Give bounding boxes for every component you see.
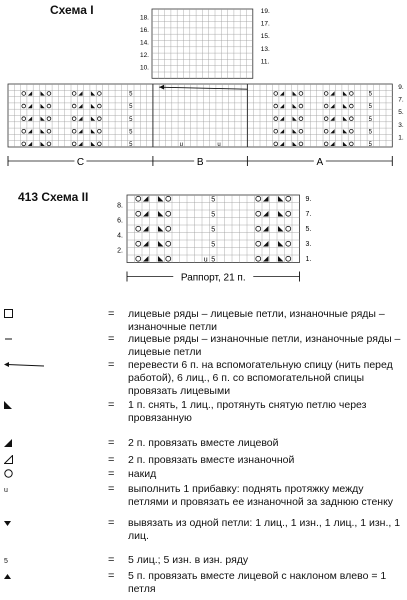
scheme2-chart: [0, 190, 407, 320]
legend-description: накид: [128, 468, 157, 480]
row-number: 12.: [139, 52, 149, 60]
five-mark: 5: [211, 226, 216, 234]
arrow-symbol: [4, 360, 18, 373]
top-grid: [152, 9, 253, 78]
bobble-symbol: [4, 518, 18, 531]
five-mark: 5: [368, 129, 372, 136]
legend-description: лицевые ряды – лицевые петли, изнаночные ряды – изнаночные петли: [128, 308, 385, 334]
five-mark: 5: [211, 256, 216, 264]
row-number: 7.: [398, 96, 404, 104]
five-mark: 5: [368, 116, 372, 123]
knit-square-symbol: [4, 309, 18, 322]
five-mark: 5: [211, 241, 216, 249]
row-number: 19.: [260, 8, 270, 15]
five-mark: 5: [368, 142, 372, 148]
row-number: 11.: [260, 58, 270, 66]
row-number: 8.: [117, 202, 123, 210]
five-symbol: 5: [4, 558, 8, 565]
legend-equals: =: [108, 570, 115, 582]
legend-description: перевести 6 п. на вспомогательную спицу (нить перед работой), 6 лиц., 6 п. со вспомогательной спицы провязать лицевыми: [128, 359, 393, 398]
legend-description: лицевые ряды – изнаночные петли, изнаночные ряды – лицевые петли: [128, 333, 401, 359]
dash-symbol: [4, 334, 18, 347]
dec5-symbol: [4, 571, 18, 584]
legend-description: 5 лиц.; 5 изн. в изн. ряду: [128, 554, 249, 566]
legend-equals: =: [108, 308, 115, 320]
scheme1-chart: [0, 0, 407, 190]
main-grid: [8, 84, 392, 148]
repeat-label: Раппорт, 21 п.: [180, 272, 246, 284]
legend-description: вывязать из одной петли: 1 лиц., 1 изн., 1 лиц., 1 изн., 1 лиц.: [128, 517, 401, 543]
row-number: 1.: [305, 256, 312, 263]
five-mark: 5: [129, 116, 133, 123]
p2tog-symbol: [4, 455, 18, 468]
five-mark: 5: [129, 129, 133, 136]
row-number: 13.: [260, 45, 270, 53]
k2tog-symbol: [4, 438, 18, 451]
row-number: 9.: [305, 196, 312, 203]
five-mark: 5: [211, 211, 216, 219]
increase-mark: u: [217, 142, 221, 148]
legend-equals: =: [108, 554, 115, 566]
row-number: 3.: [398, 121, 404, 129]
section-label: B: [196, 157, 204, 168]
legend-description: 2 п. провязать вместе лицевой: [128, 437, 279, 449]
scheme2-grid: [127, 195, 300, 264]
row-number: 17.: [260, 20, 270, 28]
increase-mark: u: [179, 142, 183, 148]
legend-equals: =: [108, 517, 115, 529]
scheme2-title: 413 Схема II: [18, 190, 89, 204]
row-number: 5.: [398, 109, 404, 117]
legend-equals: =: [108, 333, 115, 345]
row-number: 7.: [305, 211, 312, 218]
row-number: 18.: [139, 14, 149, 22]
legend-description: 2 п. провязать вместе изнаночной: [128, 454, 295, 466]
five-mark: 5: [129, 91, 133, 98]
five-mark: 5: [368, 91, 372, 98]
row-number: 5.: [305, 226, 312, 233]
scheme1-title: Схема I: [50, 3, 94, 17]
five-mark: 5: [211, 196, 216, 204]
legend-equals: =: [108, 437, 115, 449]
increase-symbol: u: [4, 487, 8, 494]
row-number: 3.: [305, 241, 312, 248]
legend-equals: =: [108, 454, 115, 466]
five-mark: 5: [129, 104, 133, 111]
legend-description: выполнить 1 прибавку: поднять протяжку между петлями и провязать ее изнаночной за заднюю стенку: [128, 483, 394, 509]
legend-equals: =: [108, 399, 115, 411]
legend-equals: =: [108, 468, 115, 480]
legend-description: 1 п. снять, 1 лиц., протянуть снятую петлю через провязанную: [128, 399, 367, 425]
row-number: 1.: [398, 134, 404, 142]
row-number: 2.: [117, 247, 123, 255]
increase-mark: u: [203, 256, 208, 264]
row-number: 15.: [260, 33, 270, 41]
five-mark: 5: [368, 104, 372, 111]
section-label: A: [316, 157, 324, 168]
row-number: 16.: [139, 26, 149, 34]
legend-description: 5 п. провязать вместе лицевой с наклоном влево = 1 петля: [128, 570, 387, 596]
five-mark: 5: [129, 142, 133, 148]
yarn-over-symbol: [4, 469, 18, 482]
slip-triangle-symbol: [4, 400, 18, 413]
legend-equals: =: [108, 483, 115, 495]
row-number: 10.: [139, 64, 149, 72]
row-number: 4.: [117, 232, 123, 240]
section-label: C: [76, 157, 85, 168]
row-number: 9.: [398, 84, 404, 91]
row-number: 6.: [117, 217, 123, 225]
row-number: 14.: [139, 39, 149, 47]
legend-equals: =: [108, 359, 115, 371]
